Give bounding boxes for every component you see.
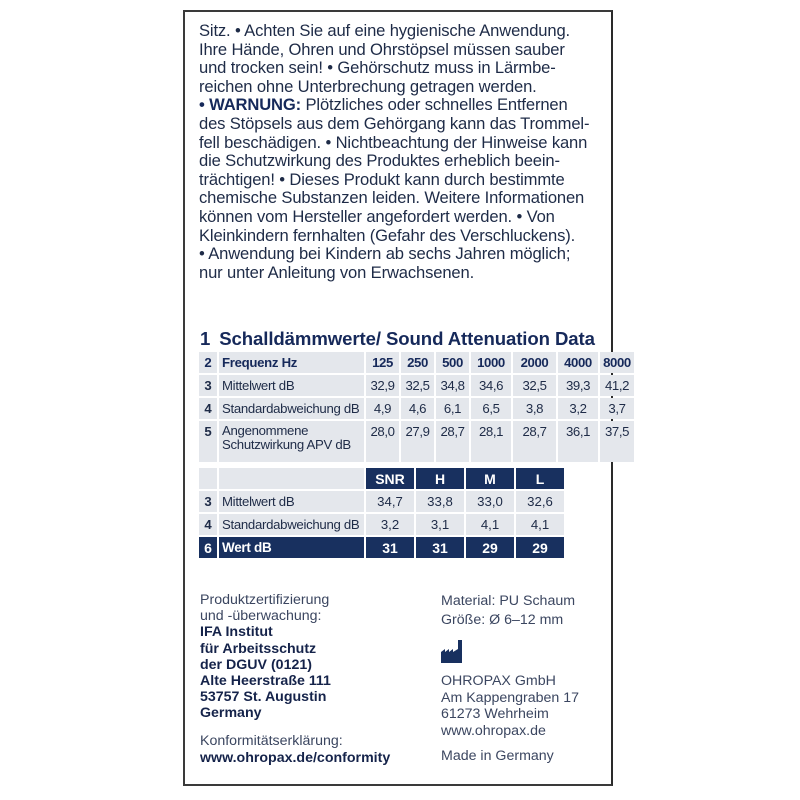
material-text: Material: PU Schaum xyxy=(441,593,576,609)
certification-body-line: IFA Institut xyxy=(200,624,273,641)
manufacturer-street: Am Kappengraben 17 xyxy=(441,689,580,706)
row-label: Frequenz Hz xyxy=(219,352,364,373)
row-label: Mittelwert dB xyxy=(219,491,364,512)
conformity-label: Konformitätserklärung: xyxy=(200,733,343,749)
instruction-line: Ihre Hände, Ohren und Ohrstöpsel müssen sauber xyxy=(199,39,565,59)
value-cell: 3,2 xyxy=(558,398,598,419)
value-cell: 41,2 xyxy=(600,375,634,396)
section-number: 1 xyxy=(200,328,211,349)
certification-label: und -überwachung: xyxy=(200,608,322,625)
instruction-line: können vom Hersteller angefordert werden. • Von xyxy=(199,206,555,226)
conformity-link[interactable]: www.ohropax.de/conformity xyxy=(200,749,391,766)
value-cell: 31 xyxy=(366,537,414,558)
instruction-line: Sitz. • Achten Sie auf eine hygienische Anwendung. xyxy=(199,21,571,40)
certification-block xyxy=(200,592,331,722)
frequency-table xyxy=(197,350,636,464)
header-cell-snr: SNR xyxy=(366,468,414,489)
value-cell: 32,6 xyxy=(516,491,564,512)
value-cell: 29 xyxy=(516,537,564,558)
value-cell: 32,9 xyxy=(366,375,399,396)
instruction-line: nur unter Anleitung von Erwachsenen. xyxy=(199,262,475,282)
row-label: Mittelwert dB xyxy=(219,375,364,396)
row-label: Wert dB xyxy=(219,537,364,558)
warning-line xyxy=(199,96,609,115)
row-number xyxy=(199,468,217,489)
attenuation-title xyxy=(200,328,595,350)
value-cell: 28,7 xyxy=(513,421,556,462)
frequency-cell: 8000 xyxy=(600,352,634,373)
value-cell: 29 xyxy=(466,537,514,558)
value-cell: 3,8 xyxy=(513,398,556,419)
value-cell: 28,7 xyxy=(436,421,469,462)
manufacturer-city: 61273 Wehrheim xyxy=(441,706,549,722)
table-row xyxy=(199,421,634,462)
frequency-cell: 4000 xyxy=(558,352,598,373)
value-cell: 36,1 xyxy=(558,421,598,462)
row-label xyxy=(219,468,364,489)
value-cell: 33,0 xyxy=(466,491,514,512)
row-number: 5 xyxy=(199,421,217,462)
table-header-row xyxy=(199,468,564,489)
origin-text: Made in Germany xyxy=(441,748,554,764)
value-cell: 3,1 xyxy=(416,514,464,535)
value-cell: 39,3 xyxy=(558,375,598,396)
value-cell: 4,1 xyxy=(516,514,564,535)
value-cell: 27,9 xyxy=(401,421,434,462)
warning-text: Plötzliches oder schnelles Entfernen xyxy=(301,95,568,115)
table-row xyxy=(199,375,634,396)
table-row xyxy=(199,514,564,535)
value-cell: 28,0 xyxy=(366,421,399,462)
row-number: 6 xyxy=(199,537,217,558)
frequency-cell: 125 xyxy=(366,352,399,373)
manufacturer-website[interactable]: www.ohropax.de xyxy=(441,722,546,739)
conformity-block xyxy=(200,733,390,766)
manufacturer-address xyxy=(441,673,579,739)
value-cell: 37,5 xyxy=(600,421,634,462)
instruction-line: und trocken sein! • Gehörschutz muss in Lärmbe- xyxy=(199,58,556,78)
instruction-line: Kleinkindern fernhalten (Gefahr des Verschluckens). xyxy=(199,225,576,245)
value-cell: 6,5 xyxy=(471,398,511,419)
row-label-line: Angenommene xyxy=(222,423,309,438)
certification-label: Produktzertifizierung xyxy=(200,592,330,608)
value-cell: 34,8 xyxy=(436,375,469,396)
table-row xyxy=(199,398,634,419)
value-cell: 28,1 xyxy=(471,421,511,462)
instruction-line: die Schutzwirkung des Produktes erheblich beein- xyxy=(199,151,560,171)
instruction-line: reichen ohne Unterbrechung getragen werden. xyxy=(199,76,537,96)
value-cell: 31 xyxy=(416,537,464,558)
certification-body-line: 53757 St. Augustin xyxy=(200,689,327,706)
certification-body-line: für Arbeitsschutz xyxy=(200,640,317,657)
table-row-wert xyxy=(199,537,564,558)
section-title: Schalldämmwerte/ Sound Attenuation Data xyxy=(219,328,595,349)
value-cell: 4,1 xyxy=(466,514,514,535)
product-specs xyxy=(441,592,575,630)
row-label: Standardabweichung dB xyxy=(219,398,364,419)
instruction-line: fell beschädigen. • Nichtbeachtung der Hinweise kann xyxy=(199,132,588,152)
header-cell-h: H xyxy=(416,468,464,489)
value-cell: 4,9 xyxy=(366,398,399,419)
value-cell: 3,2 xyxy=(366,514,414,535)
frequency-cell: 250 xyxy=(401,352,434,373)
value-cell: 34,6 xyxy=(471,375,511,396)
row-number: 3 xyxy=(199,375,217,396)
row-number: 3 xyxy=(199,491,217,512)
manufacturer-name: OHROPAX GmbH xyxy=(441,673,556,689)
warning-label: • WARNUNG: xyxy=(199,95,302,115)
header-cell-l: L xyxy=(516,468,564,489)
instruction-line: des Stöpsels aus dem Gehörgang kann das Trommel- xyxy=(199,113,590,133)
value-cell: 4,6 xyxy=(401,398,434,419)
row-label: Standardabweichung dB xyxy=(219,514,364,535)
value-cell: 6,1 xyxy=(436,398,469,419)
table-row xyxy=(199,491,564,512)
header-cell-m: M xyxy=(466,468,514,489)
row-number: 2 xyxy=(199,352,217,373)
table-header-row xyxy=(199,352,634,373)
instruction-line: chemische Substanzen leiden. Weitere Informationen xyxy=(199,188,585,208)
certification-body-line: Germany xyxy=(200,705,262,722)
value-cell: 33,8 xyxy=(416,491,464,512)
instruction-line: trächtigen! • Dieses Produkt kann durch bestimmte xyxy=(199,169,565,189)
row-label-line: Schutzwirkung APV dB xyxy=(222,437,351,452)
value-cell: 3,7 xyxy=(600,398,634,419)
certification-body-line: der DGUV (0121) xyxy=(200,656,312,673)
row-number: 4 xyxy=(199,398,217,419)
value-cell: 34,7 xyxy=(366,491,414,512)
certification-body-line: Alte Heerstraße 111 xyxy=(200,673,331,690)
row-label xyxy=(219,421,364,462)
row-number: 4 xyxy=(199,514,217,535)
value-cell: 32,5 xyxy=(513,375,556,396)
rating-table xyxy=(197,466,566,560)
size-text: Größe: Ø 6–12 mm xyxy=(441,612,564,628)
frequency-cell: 500 xyxy=(436,352,469,373)
instruction-line: • Anwendung bei Kindern ab sechs Jahren möglich; xyxy=(199,244,571,264)
factory-icon xyxy=(441,640,464,663)
value-cell: 32,5 xyxy=(401,375,434,396)
instructions-text xyxy=(199,22,609,282)
frequency-cell: 1000 xyxy=(471,352,511,373)
frequency-cell: 2000 xyxy=(513,352,556,373)
